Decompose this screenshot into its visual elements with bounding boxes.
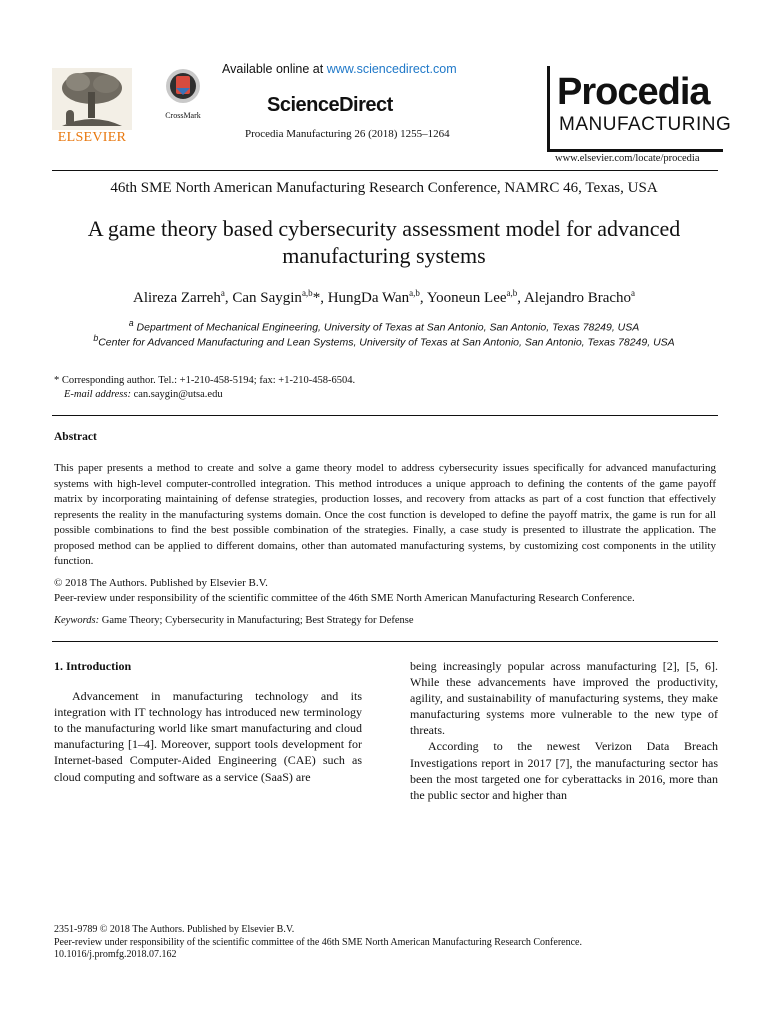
affiliation-a-mark: a: [128, 318, 134, 328]
author-separator: ,: [224, 290, 233, 306]
abstract-text: This paper presents a method to create and solve a game theory model to address cybersecurity issues specifically for advanced manufacturing systems with high-level computer-controlled integration. This method introduces a unique approach to defining the contents of the game payoff matrix by incorporating maintaining of defense strategies, production losses, and recovery from attacks as part of a cost function that effectively represents the reality in the manufacturing systems domain. Once the cost function is developed to define the payoff matrix, the game is run for all possible combinations to find the best possible combination of the strategies. Finally, a case study is presented to illustrate the application. The proposed method can be applied to different domains, other than automated manufacturing systems, by customizing cost components in the utility function.: [54, 462, 716, 567]
paragraph: being increasingly popular across manufacturing [2], [5, 6]. While these advancements have improved the productivity, agility, and sustainability of manufacturing systems, they make manufacturing systems more vulnerable to the new type of threats.: [410, 659, 718, 738]
footer-peer-review: Peer-review under responsibility of the scientific committee of the 46th SME North American Manufacturing Research Conference.: [54, 936, 582, 948]
author-name: Can Saygin: [232, 290, 302, 306]
body-column-right: [410, 658, 718, 803]
conference-name: 46th SME North American Manufacturing Research Conference, NAMRC 46, Texas, USA: [110, 180, 658, 196]
author-name: Yooneun Lee: [426, 290, 507, 306]
author-separator: ,: [419, 290, 427, 306]
peer-review-line: Peer-review under responsibility of the scientific committee of the 46th SME North American Manufacturing Research Conference.: [54, 592, 635, 604]
procedia-title: Procedia: [557, 71, 710, 113]
section-heading: 1. Introduction: [54, 659, 132, 673]
available-prefix: Available online at: [222, 62, 327, 76]
page-footer: [54, 924, 734, 962]
procedia-subtitle: MANUFACTURING: [559, 114, 732, 135]
affiliation-b-mark: b: [93, 333, 99, 343]
crossmark-icon: [163, 68, 203, 104]
affiliation-a-text: Department of Mechanical Engineering, University of Texas at San Antonio, San Antonio, Texas 78249, USA: [133, 321, 640, 334]
corresponding-author: * Corresponding author. Tel.: +1-210-458-5194; fax: +1-210-458-6504.: [54, 375, 356, 386]
paragraph: Advancement in manufacturing technology and its integration with IT technology has introduced new terminology to the manufacturing world like smart manufacturing and cloud manufacturing [1–4]. Moreover, support tools development for Internet-based Computer-Aided Engineering (CAE) such as cloud computing and software as a service (SaaS) are: [54, 689, 362, 784]
keywords-label: Keywords:: [54, 615, 100, 626]
abstract-bottom-divider: [52, 641, 718, 642]
journal-url-link[interactable]: www.elsevier.com/locate/procedia: [555, 153, 700, 164]
crossmark-label: CrossMark: [165, 111, 201, 120]
affiliation-b-text: Center for Advanced Manufacturing and Lean Systems, University of Texas at San Antonio, San Antonio, Texas 78249, USA: [98, 336, 675, 349]
elsevier-wordmark: ELSEVIER: [57, 130, 127, 145]
author-affiliation-mark: a,b: [409, 288, 420, 298]
author-affiliation-mark: a,b: [506, 288, 518, 298]
abstract-heading: Abstract: [54, 431, 97, 443]
author-list: [0, 288, 768, 307]
header-divider: [52, 170, 718, 171]
journal-reference: Procedia Manufacturing 26 (2018) 1255–1264: [245, 128, 450, 140]
author-name: HungDa Wan: [327, 290, 410, 306]
author-name: Alejandro Bracho: [523, 290, 632, 306]
keywords-line: [54, 615, 414, 626]
abstract-top-divider: [52, 415, 718, 416]
footer-issn: 2351-9789 © 2018 The Authors. Published by Elsevier B.V.: [54, 924, 295, 935]
author-affiliation-mark: a: [631, 288, 636, 298]
sciencedirect-brand: ScienceDirect: [267, 94, 393, 116]
email-address[interactable]: can.saygin@utsa.edu: [130, 389, 223, 400]
author-separator: *,: [312, 290, 328, 306]
affiliation-b: [0, 333, 768, 349]
body-column-left: [54, 658, 362, 785]
author-affiliation-mark: a: [220, 288, 225, 298]
affiliation-a: [0, 318, 768, 334]
available-online: [222, 62, 457, 76]
crossmark-badge[interactable]: [158, 68, 208, 120]
author-separator: ,: [517, 290, 524, 306]
email-line: [64, 389, 223, 400]
sciencedirect-link[interactable]: www.sciencedirect.com: [326, 62, 457, 76]
paragraph: According to the newest Verizon Data Breach Investigations report in 2017 [7], the manufacturing sector has been the most targeted one for cyberattacks in 2016, more than the public sector and higher than: [410, 739, 718, 802]
footer-doi[interactable]: 10.1016/j.promfg.2018.07.162: [54, 949, 177, 960]
paper-title: A game theory based cybersecurity assessment model for advanced manufacturing systems: [87, 216, 681, 268]
copyright-line: © 2018 The Authors. Published by Elsevier B.V.: [54, 577, 268, 589]
email-label: E-mail address:: [64, 389, 131, 400]
keywords-text: Game Theory; Cybersecurity in Manufacturing; Best Strategy for Defense: [99, 615, 414, 626]
author-affiliation-mark: a,b: [301, 288, 313, 298]
author-name: Alireza Zarreh: [132, 290, 221, 306]
